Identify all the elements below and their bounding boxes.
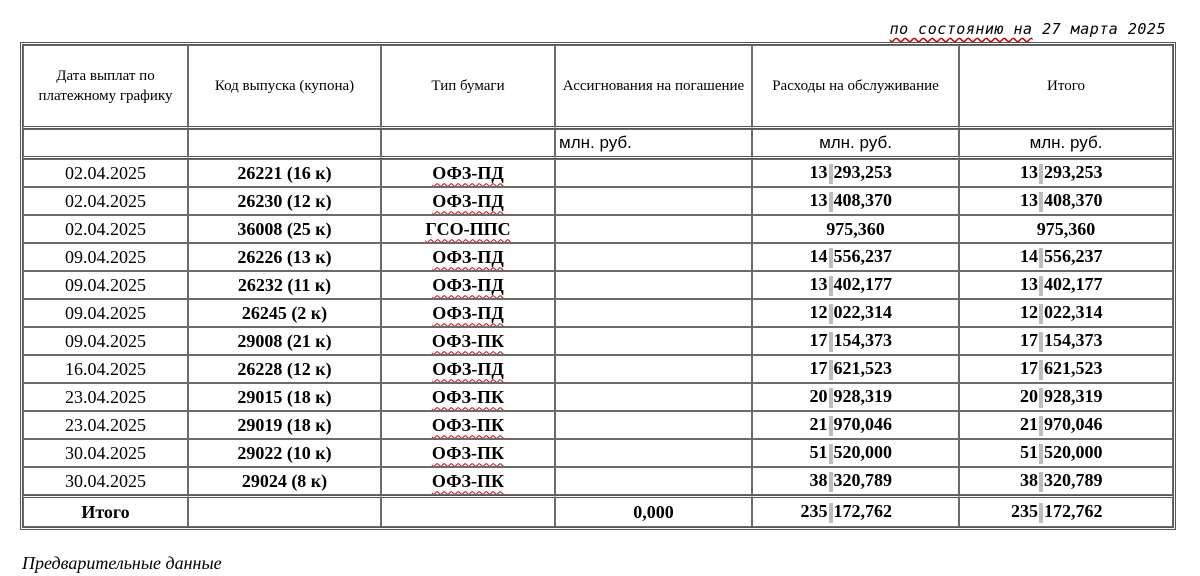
redemption-cell: [555, 355, 752, 383]
table-row: [23, 383, 1173, 411]
digit-separator: [1039, 360, 1043, 380]
digit-separator: [829, 503, 833, 523]
units-redemption: млн. руб.: [555, 129, 752, 159]
total-millions: 14: [1020, 246, 1038, 267]
service-cell: [752, 215, 959, 243]
table-row: [23, 159, 1173, 187]
header-redemption: Ассигнования на погашение: [555, 45, 752, 129]
code-cell: 36008 (25 к): [188, 215, 381, 243]
type-value: ОФЗ-ПД: [432, 190, 504, 211]
digit-separator: [829, 388, 833, 408]
total-cell: [959, 271, 1173, 299]
date-cell: 02.04.2025: [23, 159, 188, 187]
redemption-cell: [555, 411, 752, 439]
table-row: [23, 243, 1173, 271]
date-cell: 30.04.2025: [23, 467, 188, 495]
total-row: [23, 495, 1173, 527]
type-cell: [381, 411, 555, 439]
total-millions: 51: [1020, 442, 1038, 463]
total-millions: 13: [1020, 190, 1038, 211]
as-of-date-value: 27 марта 2025: [1042, 20, 1166, 38]
digit-separator: [829, 416, 833, 436]
total-cell: [959, 355, 1173, 383]
type-value: ОФЗ-ПК: [431, 470, 505, 491]
total-cell: [959, 383, 1173, 411]
date-cell: 09.04.2025: [23, 243, 188, 271]
total-rest: 022,314: [1044, 302, 1103, 323]
type-value: ОФЗ-ПД: [432, 162, 504, 183]
code-cell: 26230 (12 к): [188, 187, 381, 215]
type-cell: [381, 159, 555, 187]
type-cell: [381, 271, 555, 299]
units-total: млн. руб.: [959, 129, 1173, 159]
header-date: Дата выплат по платежному графику: [23, 45, 188, 129]
service-cell: [752, 439, 959, 467]
type-value: ОФЗ-ПК: [431, 414, 505, 435]
digit-separator: [1039, 248, 1043, 268]
service-cell: [752, 467, 959, 495]
date-cell: 09.04.2025: [23, 271, 188, 299]
code-cell: 26226 (13 к): [188, 243, 381, 271]
units-service: млн. руб.: [752, 129, 959, 159]
total-millions: 13: [1020, 162, 1038, 183]
service-rest: 970,046: [833, 414, 892, 435]
service-millions: 14: [809, 246, 828, 267]
table-row: [23, 355, 1173, 383]
total-rest: 621,523: [1044, 358, 1103, 379]
code-cell: 29024 (8 к): [188, 467, 381, 495]
type-cell: [381, 243, 555, 271]
service-millions: 13: [809, 190, 828, 211]
total-millions: 38: [1020, 470, 1038, 491]
table-row: [23, 271, 1173, 299]
code-cell: 29019 (18 к): [188, 411, 381, 439]
type-value: ОФЗ-ПД: [432, 302, 504, 323]
type-value: ОФЗ-ПД: [432, 246, 504, 267]
redemption-cell: [555, 439, 752, 467]
table-row: [23, 467, 1173, 495]
redemption-cell: [555, 187, 752, 215]
total-value: 975,360: [1036, 218, 1096, 239]
type-value: ОФЗ-ПК: [431, 330, 505, 351]
payments-table: [20, 42, 1176, 530]
total-cell: [959, 467, 1173, 495]
type-cell: [381, 467, 555, 495]
type-cell: [381, 215, 555, 243]
as-of-date: [890, 20, 1166, 38]
service-cell: [752, 159, 959, 187]
service-cell: [752, 299, 959, 327]
redemption-cell: [555, 159, 752, 187]
type-cell: [381, 383, 555, 411]
redemption-cell: [555, 243, 752, 271]
code-cell: 26245 (2 к): [188, 299, 381, 327]
total-rest: 402,177: [1044, 274, 1103, 295]
total-service-millions: 235: [800, 501, 828, 522]
total-cell: [959, 187, 1173, 215]
total-millions: 12: [1020, 302, 1038, 323]
digit-separator: [829, 248, 833, 268]
digit-separator: [829, 304, 833, 324]
total-millions: 20: [1020, 386, 1038, 407]
type-cell: [381, 439, 555, 467]
digit-separator: [829, 192, 833, 212]
type-value: ОФЗ-ПК: [431, 442, 505, 463]
date-cell: 16.04.2025: [23, 355, 188, 383]
service-millions: 38: [809, 470, 828, 491]
table-body: [23, 159, 1173, 495]
type-value: ОФЗ-ПД: [432, 358, 504, 379]
service-cell: [752, 411, 959, 439]
type-cell: [381, 299, 555, 327]
date-cell: 23.04.2025: [23, 383, 188, 411]
service-rest: 293,253: [833, 162, 892, 183]
type-cell: [381, 327, 555, 355]
total-total: [959, 495, 1173, 527]
service-millions: 13: [809, 162, 828, 183]
redemption-cell: [555, 467, 752, 495]
table-row: [23, 299, 1173, 327]
service-rest: 154,373: [833, 330, 892, 351]
total-label: Итого: [23, 495, 188, 527]
type-value: ОФЗ-ПД: [432, 274, 504, 295]
service-rest: 320,789: [833, 470, 892, 491]
total-service: [752, 495, 959, 527]
as-of-prefix: по состоянию на: [889, 20, 1033, 38]
total-cell: [959, 299, 1173, 327]
service-millions: 17: [809, 330, 828, 351]
date-cell: 23.04.2025: [23, 411, 188, 439]
service-millions: 17: [809, 358, 828, 379]
total-service-rest: 172,762: [833, 501, 892, 522]
service-cell: [752, 383, 959, 411]
units-empty-code: [188, 129, 381, 159]
units-empty-date: [23, 129, 188, 159]
total-rest: 320,789: [1044, 470, 1103, 491]
total-cell: [959, 243, 1173, 271]
total-rest: 293,253: [1044, 162, 1103, 183]
total-cell: [959, 327, 1173, 355]
date-cell: 30.04.2025: [23, 439, 188, 467]
service-millions: 21: [809, 414, 828, 435]
table-row: [23, 187, 1173, 215]
table-row: [23, 215, 1173, 243]
header-code: Код выпуска (купона): [188, 45, 381, 129]
service-cell: [752, 271, 959, 299]
redemption-cell: [555, 215, 752, 243]
units-empty-type: [381, 129, 555, 159]
service-rest: 022,314: [833, 302, 892, 323]
total-rest: 970,046: [1044, 414, 1103, 435]
digit-separator: [1039, 444, 1043, 464]
service-rest: 402,177: [833, 274, 892, 295]
service-millions: 20: [809, 386, 828, 407]
digit-separator: [1039, 472, 1043, 492]
service-cell: [752, 327, 959, 355]
code-cell: 26232 (11 к): [188, 271, 381, 299]
total-total-millions: 235: [1011, 501, 1038, 522]
service-millions: 13: [809, 274, 828, 295]
total-rest: 556,237: [1044, 246, 1103, 267]
total-cell: [959, 411, 1173, 439]
digit-separator: [1039, 388, 1043, 408]
date-cell: 09.04.2025: [23, 299, 188, 327]
date-cell: 02.04.2025: [23, 215, 188, 243]
digit-separator: [829, 472, 833, 492]
code-cell: 26228 (12 к): [188, 355, 381, 383]
service-millions: 12: [809, 302, 828, 323]
service-rest: 928,319: [833, 386, 892, 407]
digit-separator: [829, 444, 833, 464]
service-cell: [752, 187, 959, 215]
table-row: [23, 411, 1173, 439]
type-value: ОФЗ-ПК: [431, 386, 505, 407]
type-cell: [381, 355, 555, 383]
date-cell: 02.04.2025: [23, 187, 188, 215]
digit-separator: [1039, 416, 1043, 436]
digit-separator: [1039, 304, 1043, 324]
total-rest: 408,370: [1044, 190, 1103, 211]
digit-separator: [1039, 503, 1043, 523]
total-rest: 520,000: [1044, 442, 1103, 463]
total-millions: 17: [1020, 358, 1038, 379]
total-empty-type: [381, 495, 555, 527]
total-millions: 17: [1020, 330, 1038, 351]
service-rest: 520,000: [833, 442, 892, 463]
total-millions: 21: [1020, 414, 1038, 435]
table-row: [23, 439, 1173, 467]
header-total: Итого: [959, 45, 1173, 129]
service-rest: 621,523: [833, 358, 892, 379]
service-cell: [752, 355, 959, 383]
total-cell: [959, 215, 1173, 243]
total-empty-code: [188, 495, 381, 527]
code-cell: 29022 (10 к): [188, 439, 381, 467]
digit-separator: [1039, 332, 1043, 352]
service-rest: 408,370: [833, 190, 892, 211]
code-cell: 29015 (18 к): [188, 383, 381, 411]
redemption-cell: [555, 299, 752, 327]
preliminary-note: Предварительные данные: [22, 553, 222, 573]
total-rest: 928,319: [1044, 386, 1103, 407]
code-cell: 29008 (21 к): [188, 327, 381, 355]
total-cell: [959, 439, 1173, 467]
service-cell: [752, 243, 959, 271]
code-cell: 26221 (16 к): [188, 159, 381, 187]
redemption-cell: [555, 271, 752, 299]
header-type: Тип бумаги: [381, 45, 555, 129]
table-row: [23, 327, 1173, 355]
digit-separator: [1039, 164, 1043, 184]
type-cell: [381, 187, 555, 215]
header-service: Расходы на обслуживание: [752, 45, 959, 129]
total-millions: 13: [1020, 274, 1038, 295]
total-redemption: 0,000: [555, 495, 752, 527]
type-value: ГСО-ППС: [425, 218, 511, 239]
digit-separator: [829, 360, 833, 380]
table-header-row: [23, 45, 1173, 129]
digit-separator: [829, 164, 833, 184]
digit-separator: [1039, 192, 1043, 212]
digit-separator: [829, 276, 833, 296]
total-rest: 154,373: [1044, 330, 1103, 351]
units-row: [23, 129, 1173, 159]
total-total-rest: 172,762: [1044, 501, 1103, 522]
digit-separator: [1039, 276, 1043, 296]
total-cell: [959, 159, 1173, 187]
service-millions: 51: [809, 442, 828, 463]
date-cell: 09.04.2025: [23, 327, 188, 355]
digit-separator: [829, 332, 833, 352]
redemption-cell: [555, 383, 752, 411]
service-rest: 556,237: [833, 246, 892, 267]
redemption-cell: [555, 327, 752, 355]
service-value: 975,360: [826, 218, 885, 239]
